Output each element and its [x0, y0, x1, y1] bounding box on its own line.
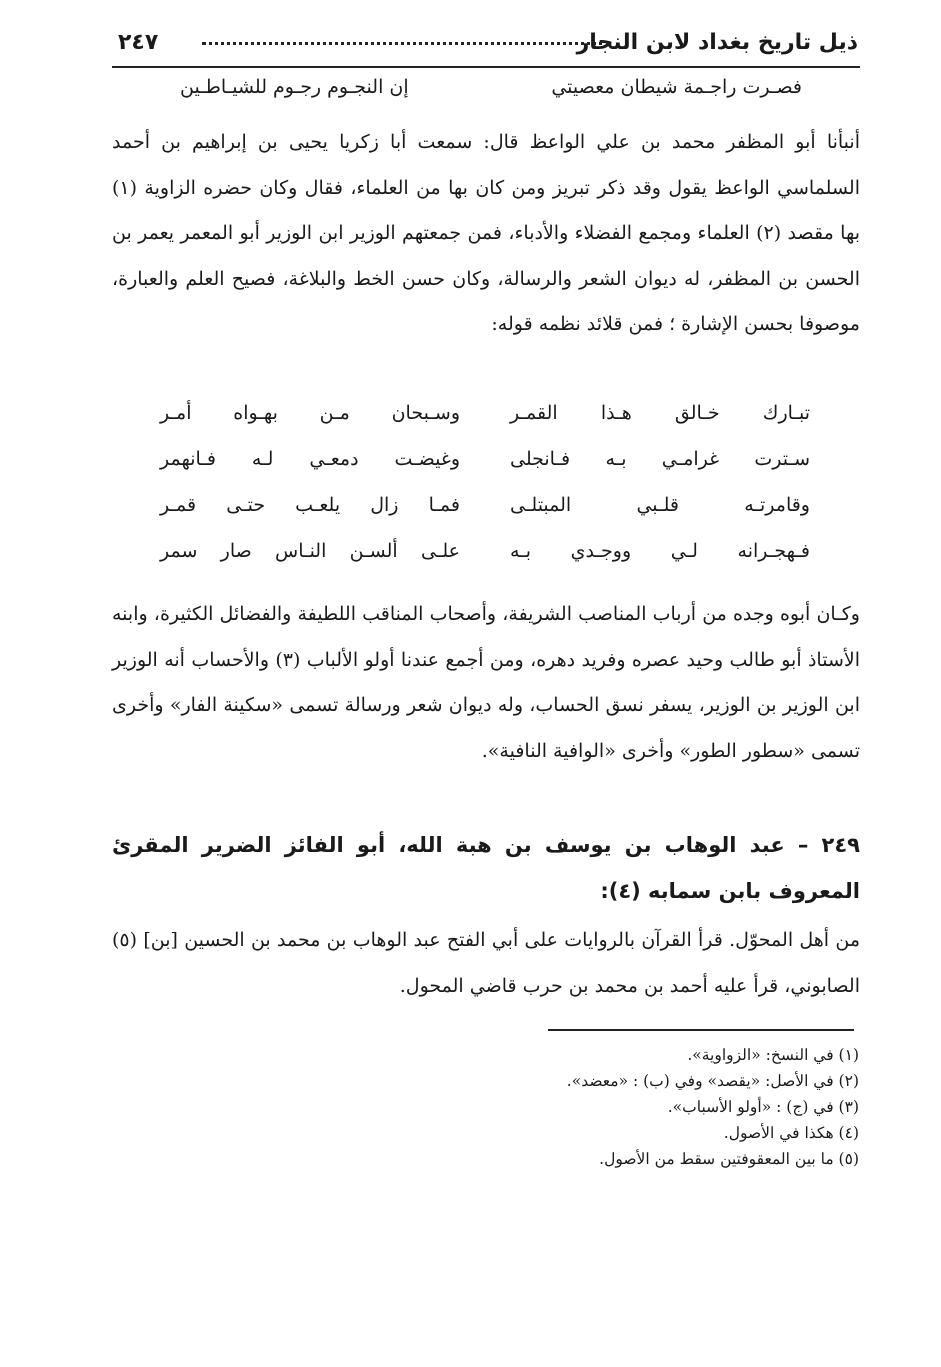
page-number: ٢٤٧ — [118, 30, 159, 55]
book-title: ذيل تاريخ بغداد لابن النجار — [576, 30, 858, 55]
poem-hemistich-right: فـهجـرانه لـي ووجـدي بـه — [510, 540, 810, 562]
entry-number: ٢٤٩ — [821, 833, 860, 857]
poem-hemistich-right: تبـارك خـالق هـذا القمـر — [510, 402, 810, 424]
entry-heading — [112, 822, 860, 914]
running-header — [112, 22, 860, 68]
poem-line — [140, 494, 820, 540]
poem-line — [140, 402, 820, 448]
footnote: (٤) هكذا في الأصول. — [723, 1124, 859, 1142]
verse-first-hemistich: فصـرت راجـمة شيطان معصيتي — [551, 76, 802, 98]
paragraph-1 — [112, 120, 860, 348]
entry-title: عبد الوهاب بن يوسف بن هبة الله، أبو الفائز الضرير المقرئ المعروف بابن سمابه (٤): — [112, 833, 860, 903]
poem-line — [140, 540, 820, 586]
poem-line — [140, 448, 820, 494]
footnote: (٥) ما بين المعقوفتين سقط من الأصول. — [599, 1150, 859, 1168]
paragraph-2 — [112, 592, 860, 774]
top-verse — [120, 76, 820, 110]
header-dot-leader — [202, 42, 610, 45]
poem-hemistich-left: وسـبحان مـن بهـواه أمـر — [160, 402, 460, 424]
poem-hemistich-left: فمـا زال يلعـب حتـى قمـر — [160, 494, 460, 516]
footnote: (١) في النسخ: «الزواوية». — [687, 1046, 859, 1064]
paragraph-1-text: أنبأنا أبو المظفر محمد بن علي الواعظ قال: سمعت أبا زكريا يحيى بن إبراهيم بن أحمد السلماسي الواعظ يقول وقد ذكر تبريز ومن كان بها من العلماء، فقال وكان حضره الزاوية (١) بها مقصد (٢) العلماء ومجمع الفضلاء والأدباء، فمن جمعتهم الوزير ابن الوزير أبو المعمر يعمر بن الحسن بن المظفر، له ديوان الشعر والرسالة، وكان حسن الخط والبلاغة، فصيح العلم والعبارة، موصوفا بحسن الإشارة ؛ فمن قلائد نظمه قوله: — [112, 131, 860, 335]
footnote: (٢) في الأصل: «يقصد» وفي (ب) : «معضد». — [566, 1072, 859, 1090]
paragraph-3 — [112, 918, 860, 1009]
footnotes — [159, 1042, 859, 1172]
poem-hemistich-right: سـترت غرامـي بـه فـانجلى — [510, 448, 810, 470]
entry-dash: – — [797, 833, 809, 857]
poem — [140, 402, 820, 586]
verse-second-hemistich: إن النجـوم رجـوم للشيـاطـين — [180, 76, 409, 98]
footnote: (٣) في (ج) : «أولو الأسباب». — [667, 1098, 859, 1116]
poem-hemistich-left: علـى ألسـن النـاس صار سمر — [160, 540, 460, 562]
poem-hemistich-right: وقامرتـه قلـبي المبتلـى — [510, 494, 810, 516]
poem-hemistich-left: وغيضـت دمعـي لـه فـانهمر — [160, 448, 460, 470]
paragraph-3-text: من أهل المحوّل. قرأ القرآن بالروايات على أبي الفتح عبد الوهاب بن محمد بن الحسين [بن] (٥) الصابوني، قرأ عليه أحمد بن محمد بن حرب قاضي المحول. — [112, 929, 860, 997]
footnote-separator — [548, 1029, 854, 1031]
paragraph-2-text: وكـان أبوه وجده من أرباب المناصب الشريفة، وأصحاب المناقب اللطيفة والفضائل الكثيرة، وابنه الأستاذ أبو طالب وحيد عصره وفريد دهره، ومن أجمع عندنا أولو الألباب (٣) والأحساب أنه الوزير ابن الوزير بن الوزير، يسفر نسق الحساب، وله ديوان شعر ورسالة تسمى «سكينة الفار» وأخرى تسمى «سطور الطور» وأخرى «الوافية النافية». — [112, 603, 860, 762]
